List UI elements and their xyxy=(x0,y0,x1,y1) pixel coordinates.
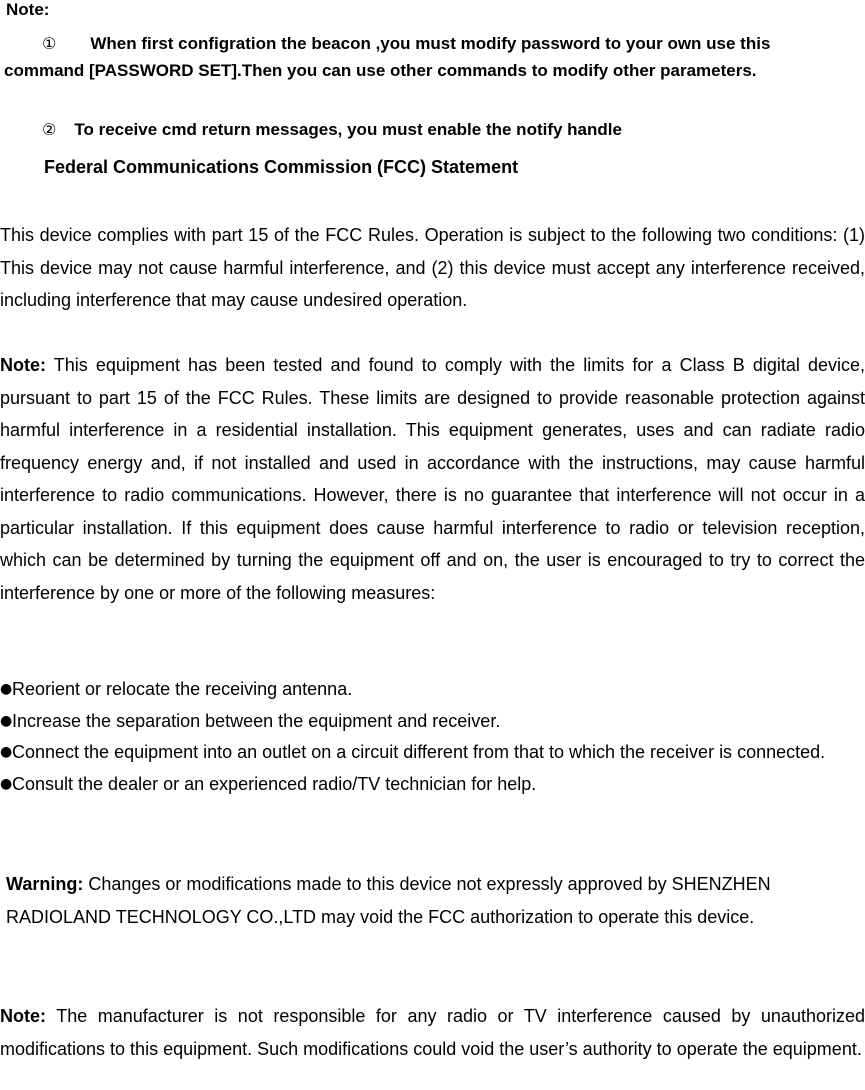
compliance-paragraph: This device complies with part 15 of the FCC Rules. Operation is subject to the following two conditions: (1) This device may not cause harmful interference, and (2) this device must accept any interference received, including interference that may cause undesired operation. xyxy=(0,225,865,310)
bullet-icon: ● xyxy=(0,775,13,792)
note-label: Note: xyxy=(0,355,46,375)
warning-paragraph xyxy=(6,868,816,933)
manufacturer-note-paragraph xyxy=(0,1000,865,1065)
list-item-text: Increase the separation between the equipment and receiver. xyxy=(12,710,501,731)
list-item-text: Connect the equipment into an outlet on a circuit different from that to which the receiver is connected. xyxy=(12,742,826,762)
bullet-icon: ● xyxy=(0,712,13,729)
bullet-icon: ● xyxy=(0,681,13,697)
list-item xyxy=(0,737,865,769)
note-label: Note: xyxy=(0,1006,46,1026)
fcc-statement-title: Federal Communications Commission (FCC) Statement xyxy=(44,157,519,177)
note-heading: Note: xyxy=(6,0,50,19)
note-item-2-text: To receive cmd return messages, you must enable the notify handle xyxy=(74,120,622,139)
list-item-text: Reorient or relocate the receiving antenna. xyxy=(12,679,353,699)
circled-two-marker: ② xyxy=(42,120,57,139)
list-item-text: Consult the dealer or an experienced radio/TV technician for help. xyxy=(12,773,537,794)
list-item xyxy=(0,769,865,801)
class-b-note-paragraph xyxy=(0,349,865,609)
list-item xyxy=(0,674,865,706)
circled-one-marker: ① xyxy=(42,34,57,53)
note-item-1-text: When first configration the beacon ,you must modify password to your own use this command [PASSWORD SET].Then you can use other commands to modify other parameters. xyxy=(4,34,771,80)
warning-text: Changes or modifications made to this device not expressly approved by SHENZHEN RADIOLAND TECHNOLOGY CO.,LTD may void the FCC authorization to operate this device. xyxy=(6,874,771,927)
class-b-note-text: This equipment has been tested and found to comply with the limits for a Class B digital device, pursuant to part 15 of the FCC Rules. These limits are designed to provide reasonable protection against harmful interference in a residential installation. This equipment generates, uses and can radiate radio frequency energy and, if not installed and used in accordance with the instructions, may cause harmful interference to radio communications. However, there is no guarantee that interference will not occur in a particular installation. If this equipment does cause harmful interference to radio or television reception, which can be determined by turning the equipment off and on, the user is encouraged to try to correct the interference by one or more of the following measures: xyxy=(0,355,865,603)
note-item-2 xyxy=(42,116,622,143)
bullet-icon: ● xyxy=(0,744,13,760)
warning-label: Warning: xyxy=(6,874,84,894)
manufacturer-note-text: The manufacturer is not responsible for any radio or TV interference caused by unauthorized modifications to this equipment. Such modifications could void the user’s authority to operate the equipment. xyxy=(0,1006,865,1059)
list-item xyxy=(0,706,865,738)
measures-list xyxy=(0,674,865,800)
note-item-1 xyxy=(4,30,849,84)
